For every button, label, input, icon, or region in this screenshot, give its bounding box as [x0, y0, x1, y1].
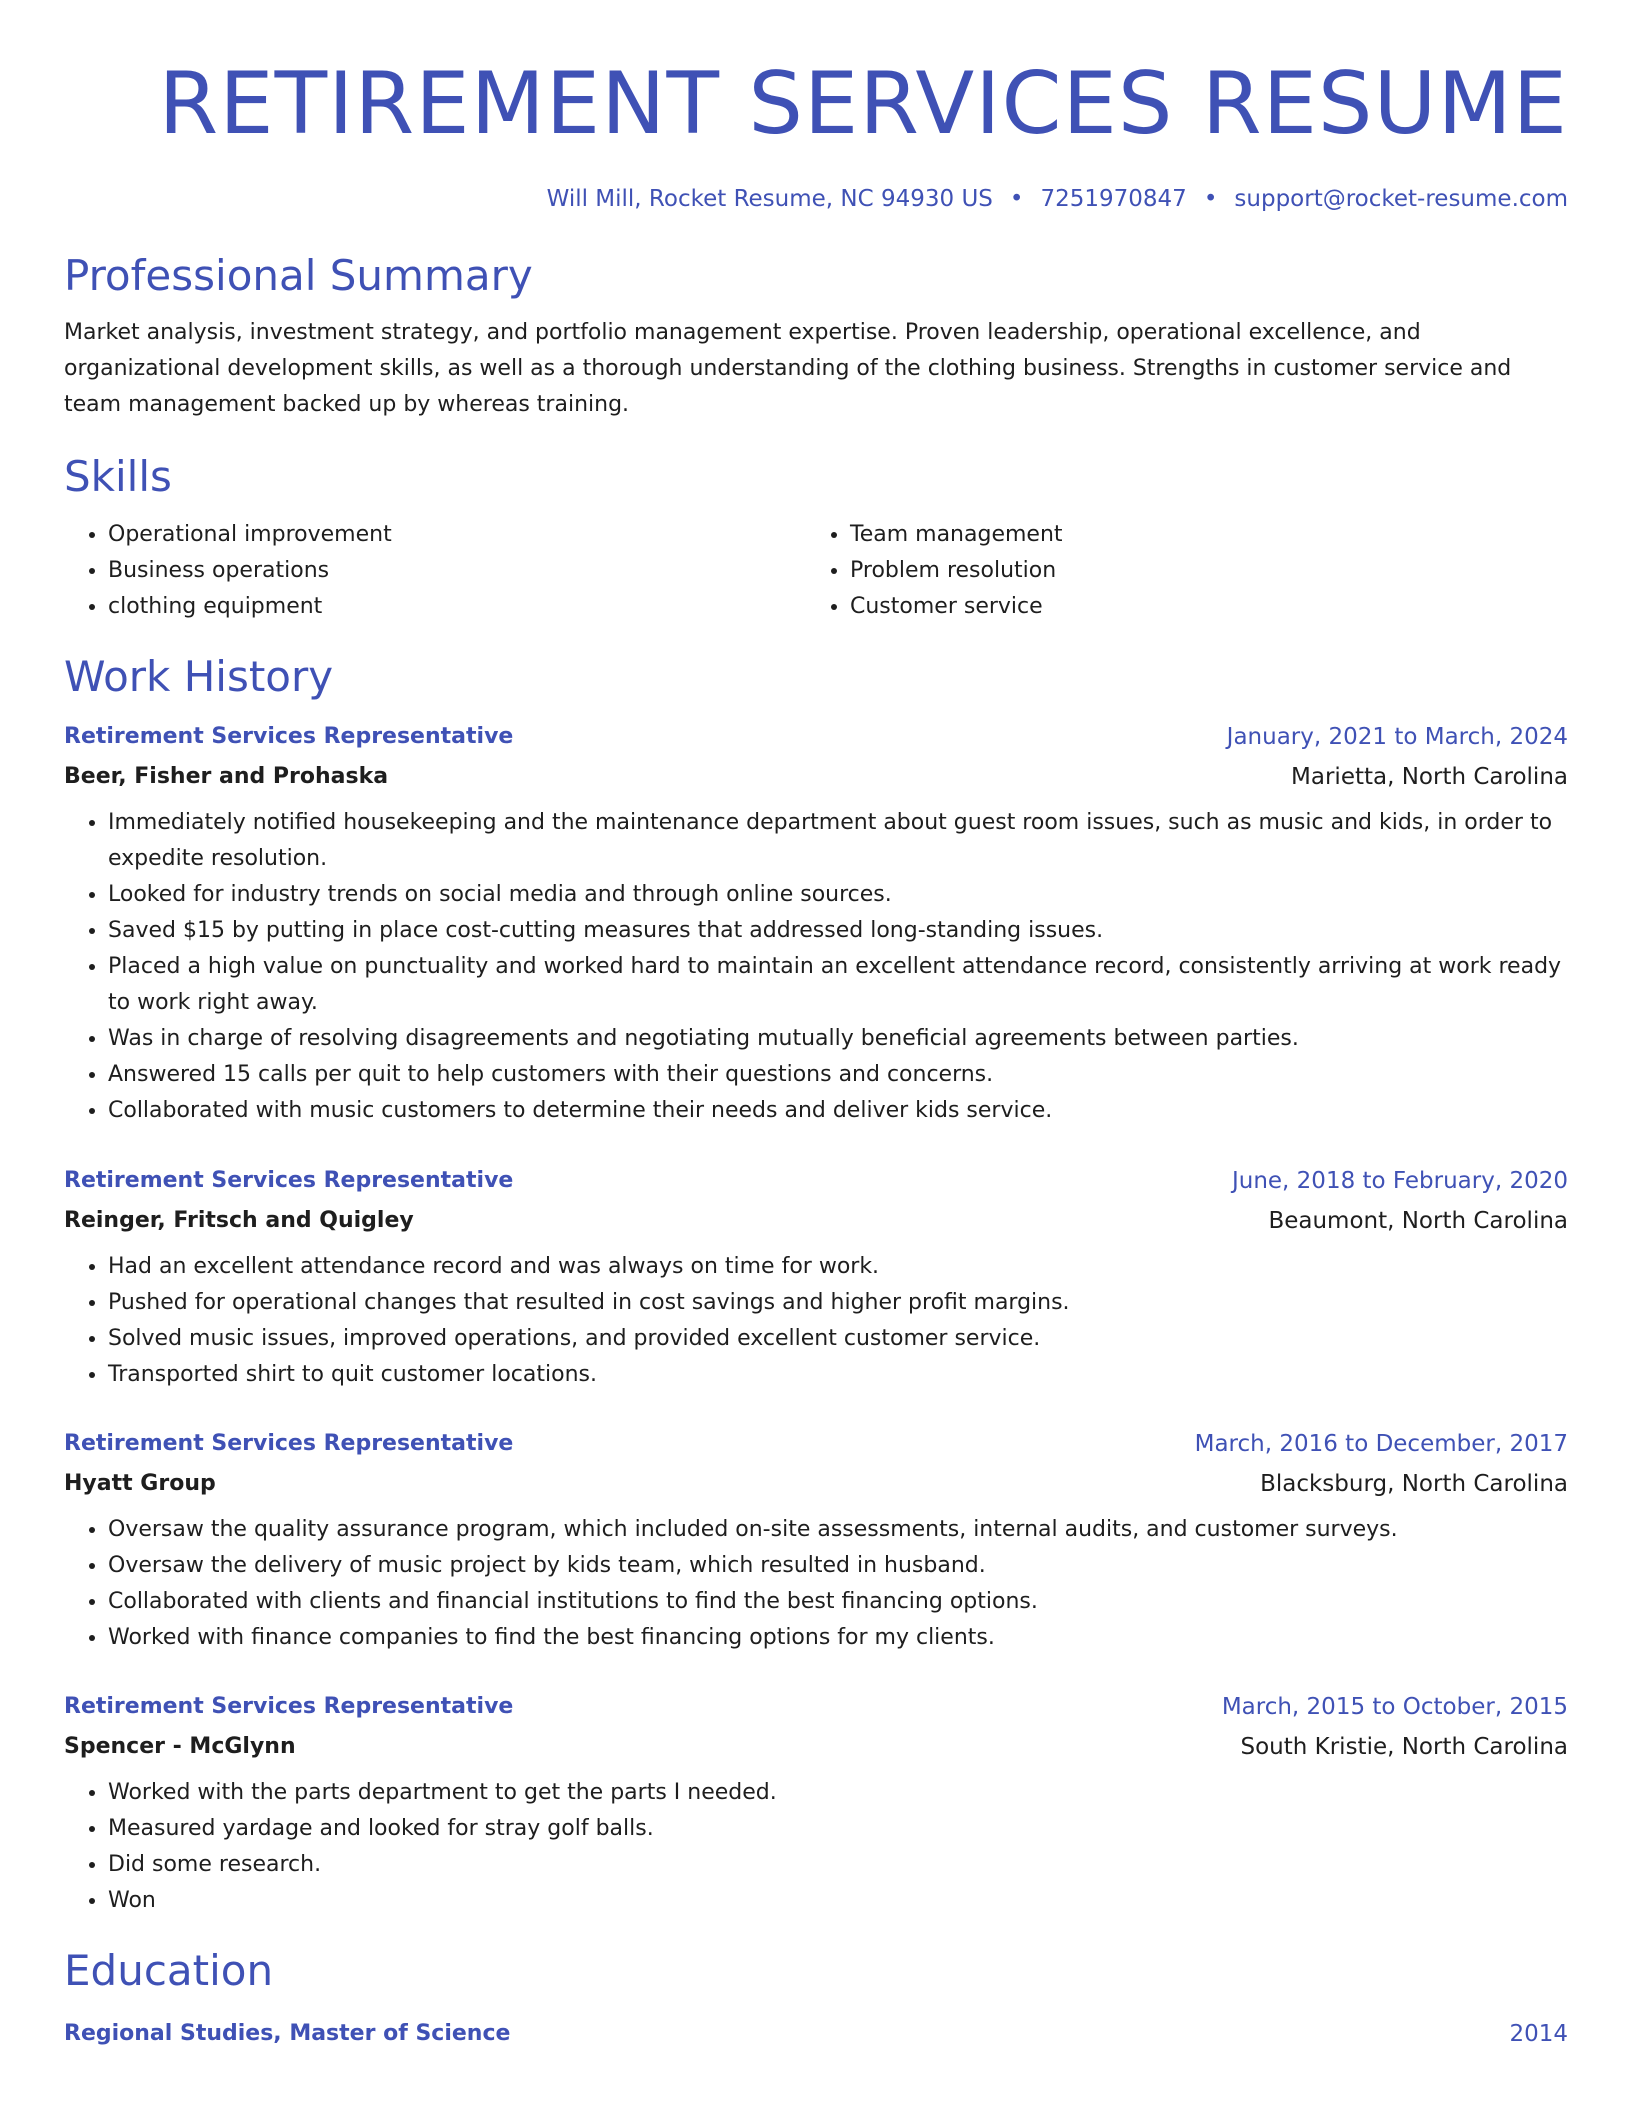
job-company: Spencer - McGlynn	[64, 1734, 296, 1759]
resume-title: RETIREMENT SERVICES RESUME	[158, 54, 1568, 154]
job-bullets	[64, 1249, 1568, 1393]
job-location: South Kristie, North Carolina	[1240, 1734, 1568, 1760]
job-title: Retirement Services Representative	[64, 724, 514, 749]
job-bullet: • Collaborated with clients and financial institutions to find the best financing options.	[108, 1584, 1568, 1620]
skill-item: • Team management	[850, 517, 1063, 553]
section-title-summary: Professional Summary	[64, 251, 533, 300]
job-company: Reinger, Fritsch and Quigley	[64, 1208, 414, 1233]
skill-item: • Customer service	[850, 589, 1063, 625]
job-dates: January, 2021 to March, 2024	[1226, 724, 1568, 750]
job-bullet: • Looked for industry trends on social media and through online sources.	[108, 877, 1568, 913]
contact-address: Will Mill, Rocket Resume, NC 94930 US	[546, 186, 993, 212]
summary-text: Market analysis, investment strategy, and portfolio management expertise. Proven leadership, operational excellence, and organizational development skills, as well as a thorough understanding of the clothing business. Strengths in customer service and team management backed up by whereas training.	[64, 320, 1512, 417]
job-bullet: • Measured yardage and looked for stray golf balls.	[108, 1811, 1568, 1847]
job-title: Retirement Services Representative	[64, 1694, 514, 1719]
job-entry	[64, 1429, 1568, 1656]
contact-email: support@rocket-resume.com	[1234, 186, 1568, 212]
job-bullet: • Solved music issues, improved operations, and provided excellent customer service.	[108, 1321, 1568, 1357]
contact-phone: 7251970847	[1040, 186, 1187, 212]
job-bullet: • Pushed for operational changes that resulted in cost savings and higher profit margins.	[108, 1285, 1568, 1321]
section-title-education: Education	[64, 1946, 274, 1995]
job-entry	[64, 1692, 1568, 1919]
education-entry	[64, 2019, 1568, 2049]
section-title-skills: Skills	[64, 452, 172, 501]
job-bullet: • Oversaw the quality assurance program, which included on-site assessments, internal audits, and customer surveys.	[108, 1512, 1568, 1548]
skill-item: • Problem resolution	[850, 553, 1063, 589]
job-bullet: • Saved $15 by putting in place cost-cutting measures that addressed long-standing issues.	[108, 913, 1568, 949]
job-entry	[64, 722, 1568, 1129]
job-bullets	[64, 805, 1568, 1129]
job-dates: June, 2018 to February, 2020	[1231, 1168, 1568, 1194]
skill-item: • Business operations	[108, 553, 806, 589]
job-bullet: • Worked with finance companies to find the best financing options for my clients.	[108, 1620, 1568, 1656]
job-bullet: • Worked with the parts department to get the parts I needed.	[108, 1775, 1568, 1811]
job-bullets	[64, 1512, 1568, 1656]
education-year: 2014	[1509, 2021, 1568, 2047]
job-bullet: • Did some research.	[108, 1847, 1568, 1883]
skills-column-left	[64, 517, 806, 625]
job-bullet: • Had an excellent attendance record and was always on time for work.	[108, 1249, 1568, 1285]
contact-separator: •	[1203, 186, 1218, 212]
education-degree: Regional Studies, Master of Science	[64, 2021, 511, 2046]
skill-item: • clothing equipment	[108, 589, 806, 625]
job-company: Hyatt Group	[64, 1471, 216, 1496]
job-bullet: • Collaborated with music customers to determine their needs and deliver kids service.	[108, 1093, 1568, 1129]
job-entry	[64, 1166, 1568, 1393]
job-bullet: • Won	[108, 1883, 1568, 1919]
job-company: Beer, Fisher and Prohaska	[64, 764, 389, 789]
job-bullet: • Immediately notified housekeeping and the maintenance department about guest room issues, such as music and kids, in order to expedite resolution.	[108, 805, 1568, 877]
contact-separator: •	[1009, 186, 1024, 212]
job-location: Blacksburg, North Carolina	[1260, 1471, 1568, 1497]
job-title: Retirement Services Representative	[64, 1431, 514, 1456]
job-bullet: • Was in charge of resolving disagreements and negotiating mutually beneficial agreements between parties.	[108, 1021, 1568, 1057]
job-dates: March, 2016 to December, 2017	[1194, 1431, 1568, 1457]
contact-line	[64, 184, 1568, 214]
job-bullet: • Placed a high value on punctuality and worked hard to maintain an excellent attendance record, consistently arriving at work ready to work right away.	[108, 949, 1568, 1021]
job-bullets	[64, 1775, 1568, 1919]
job-location: Beaumont, North Carolina	[1268, 1208, 1568, 1234]
job-dates: March, 2015 to October, 2015	[1221, 1694, 1568, 1720]
skills-list	[64, 517, 1568, 625]
job-bullet: • Answered 15 calls per quit to help customers with their questions and concerns.	[108, 1057, 1568, 1093]
skill-item: • Operational improvement	[108, 517, 806, 553]
job-title: Retirement Services Representative	[64, 1168, 514, 1193]
job-bullet: • Oversaw the delivery of music project by kids team, which resulted in husband.	[108, 1548, 1568, 1584]
section-title-work-history: Work History	[64, 652, 334, 701]
job-location: Marietta, North Carolina	[1291, 764, 1568, 790]
job-bullet: • Transported shirt to quit customer locations.	[108, 1357, 1568, 1393]
skills-column-right	[806, 517, 1063, 625]
